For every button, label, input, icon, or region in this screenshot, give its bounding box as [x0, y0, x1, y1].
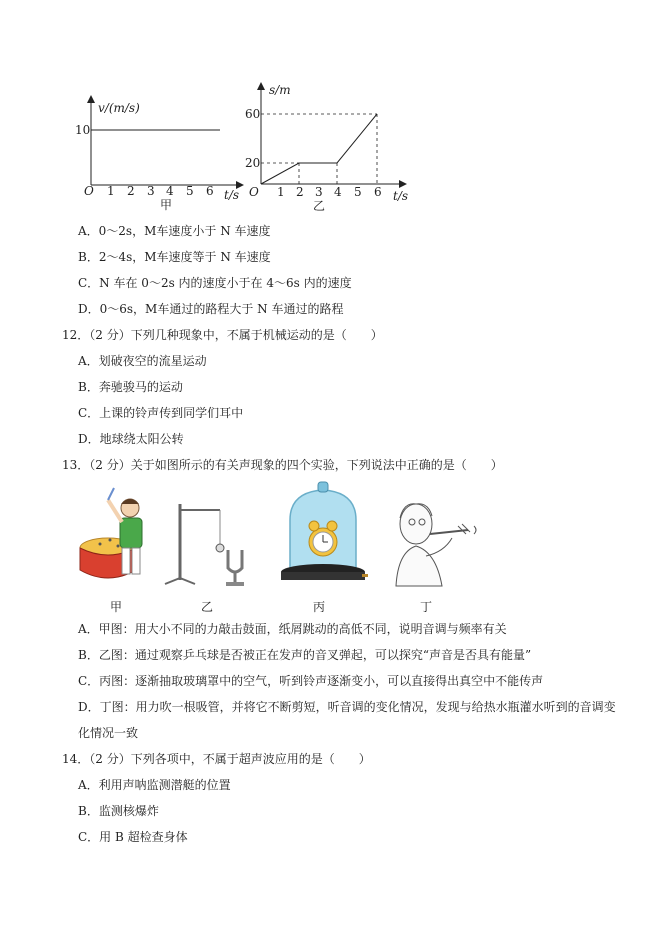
bell-jar-illustration [278, 480, 368, 592]
straw-experiment-illustration [386, 496, 486, 592]
q13-option-b: B．乙图：通过观察乒乓球是否被正在发声的音叉弹起，可以探究“声音是否具有能量” [78, 648, 532, 662]
graph-yi-caption: 乙 [313, 199, 326, 213]
q12-option-a: A．划破夜空的流星运动 [78, 354, 207, 368]
graph-yi-y-tick: 20 [245, 156, 261, 170]
graph-jia-x-label: t/s [224, 188, 240, 202]
q14-stem: 14．（2 分）下列各项中，不属于超声波应用的是（ ） [62, 752, 371, 766]
q11-option-a: A．0～2s，M车速度小于 N 车速度 [78, 224, 271, 238]
q14-option-c: C．用 B 超检查身体 [78, 830, 188, 844]
graph-jia-y-label: v/(m/s) [98, 101, 140, 115]
graph-jia [72, 92, 247, 212]
graph-jia-x-tick: 3 [147, 184, 155, 198]
graph-jia-x-tick: 4 [166, 184, 174, 198]
graph-jia-x-tick: 1 [107, 184, 115, 198]
graph-yi-x-tick: 5 [354, 185, 362, 199]
q12-option-b: B．奔驰骏马的运动 [78, 380, 183, 394]
graph-jia-origin: O [84, 184, 94, 198]
graph-yi-x-tick: 2 [296, 185, 304, 199]
q14-option-a: A．利用声呐监测潜艇的位置 [78, 778, 231, 792]
figure-caption-jia: 甲 [110, 600, 123, 614]
q12-option-c: C．上课的铃声传到同学们耳中 [78, 406, 244, 420]
graph-yi-origin: O [249, 185, 259, 199]
graph-yi-x-tick: 6 [374, 185, 382, 199]
graph-yi-distance-line [261, 114, 377, 184]
graph-jia-y-tick: 10 [75, 123, 91, 137]
q13-option-d-continued: 化情况一致 [78, 726, 139, 740]
graph-jia-x-tick: 5 [186, 184, 194, 198]
tuning-fork-illustration [160, 500, 255, 590]
graph-yi-y-tick: 60 [245, 107, 261, 121]
graph-yi-x-tick: 4 [334, 185, 342, 199]
graph-jia-caption: 甲 [160, 198, 173, 212]
figure-caption-ding: 丁 [420, 600, 433, 614]
q13-option-d: D．丁图：用力吹一根吸管，并将它不断剪短，听音调的变化情况，发现与给热水瓶灌水听到的音调变 [78, 700, 616, 714]
q14-option-b: B．监测核爆炸 [78, 804, 159, 818]
q13-option-a: A．甲图：用大小不同的力敲击鼓面，纸屑跳动的高低不同，说明音调与频率有关 [78, 622, 507, 636]
graph-jia-x-tick: 2 [127, 184, 135, 198]
graph-yi-x-tick: 3 [315, 185, 323, 199]
q12-option-d: D．地球绕太阳公转 [78, 432, 184, 446]
graph-yi-y-label: s/m [269, 83, 291, 97]
graph-yi [243, 80, 418, 215]
drum-experiment-illustration [78, 486, 158, 586]
figure-caption-bing: 丙 [313, 600, 326, 614]
q11-option-c: C．N 车在 0～2s 内的速度小于在 4～6s 内的速度 [78, 276, 352, 290]
figure-caption-yi: 乙 [201, 600, 214, 614]
graph-yi-x-label: t/s [393, 189, 409, 203]
q12-stem: 12．（2 分）下列几种现象中，不属于机械运动的是（ ） [62, 328, 383, 342]
q11-option-b: B．2～4s，M车速度等于 N 车速度 [78, 250, 271, 264]
graph-yi-x-tick: 1 [277, 185, 285, 199]
graph-jia-x-tick: 6 [206, 184, 214, 198]
q13-stem: 13．（2 分）关于如图所示的有关声现象的四个实验，下列说法中正确的是（ ） [62, 458, 503, 472]
q11-option-d: D．0～6s，M车通过的路程大于 N 车通过的路程 [78, 302, 344, 316]
q13-option-c: C．丙图：逐渐抽取玻璃罩中的空气，听到铃声逐渐变小，可以直接得出真空中不能传声 [78, 674, 544, 688]
